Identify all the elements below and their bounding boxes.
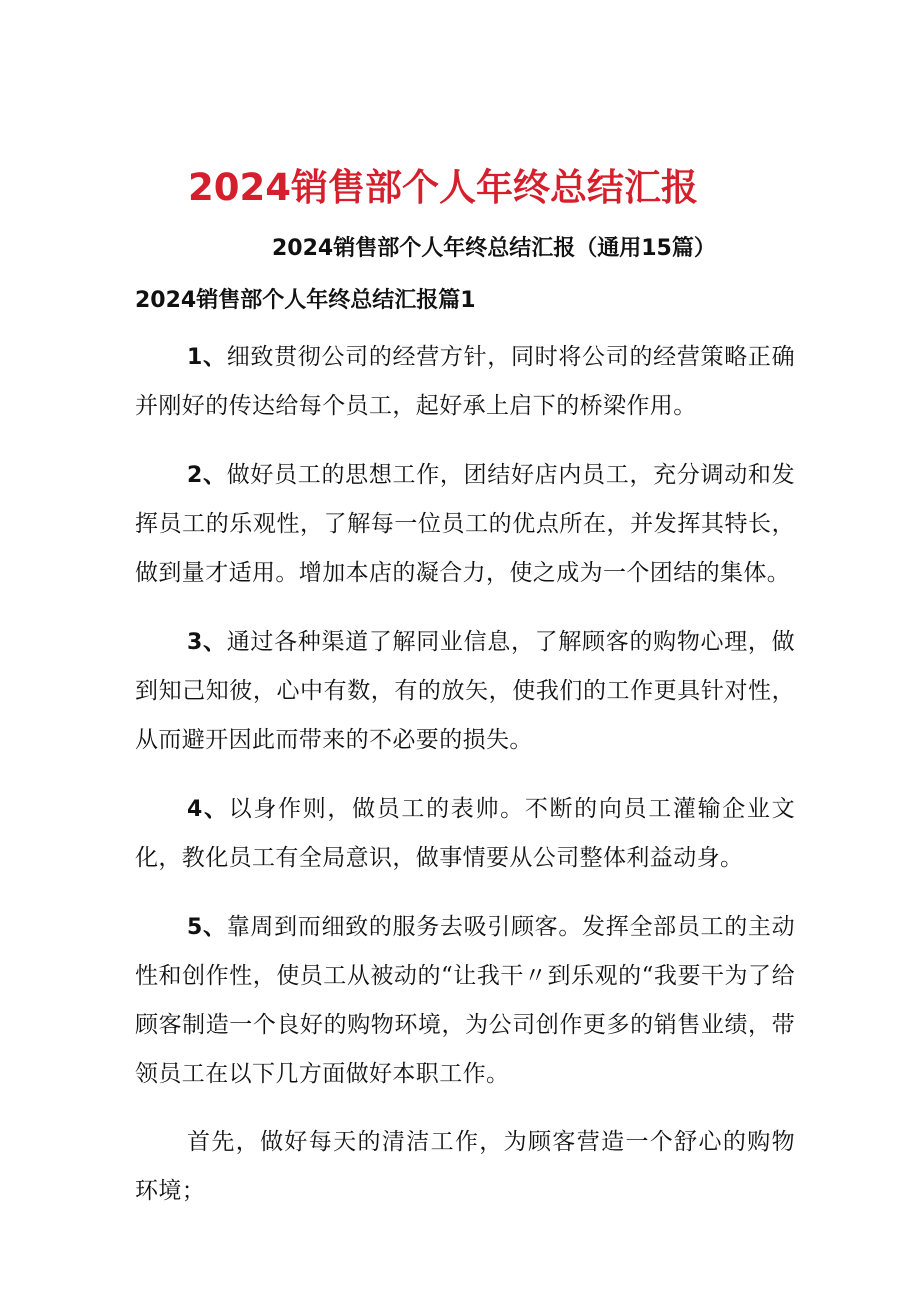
paragraph-text: 靠周到而细致的服务去吸引顾客。发挥全部员工的主动性和创作性，使员工从被动的“让我干〃到乐观的“我要干为了给顾客制造一个良好的购物环境，为公司创作更多的销售业绩，带领员工在以下几方面做好本职工作。 [135,914,795,1087]
numbered-paragraph-2 [135,450,795,598]
paragraph-number: 2 [187,463,203,488]
paragraph-text: 细致贯彻公司的经营方针，同时将公司的经营策略正确并刚好的传达给每个员工，起好承上启下的桥梁作用。 [135,344,795,419]
section-heading: 2024销售部个人年终总结汇报篇1 [135,288,476,313]
paragraph-text: 通过各种渠道了解同业信息，了解顾客的购物心理，做到知己知彼，心中有数，有的放矢，使我们的工作更具针对性，从而避开因此而带来的不必要的损失。 [135,629,795,753]
paragraph-number: 3 [187,630,203,655]
numbered-paragraph-1 [135,332,795,431]
paragraph-text: 以身作则，做员工的表帅。不断的向员工灌输企业文化，教化员工有全局意识，做事情要从公司整体利益动身。 [135,796,796,871]
closing-paragraph: 首先，做好每天的清洁工作，为顾客营造一个舒心的购物环境； [135,1129,795,1204]
numbered-paragraph-3 [135,617,795,765]
document-body [135,332,795,1235]
paragraph-number: 4 [187,797,203,822]
paragraph-separator: 、 [202,795,229,822]
paragraph-number: 1 [187,345,203,370]
document-title: 2024销售部个人年终总结汇报 [188,166,698,209]
paragraph-separator: 、 [202,343,227,370]
numbered-paragraph-4 [135,784,795,883]
paragraph-separator: 、 [202,628,227,655]
paragraph-text: 做好员工的思想工作，团结好店内员工，充分调动和发挥员工的乐观性，了解每一位员工的优点所在，并发挥其特长，做到量才适用。增加本店的凝合力，使之成为一个团结的集体。 [135,462,795,586]
paragraph-number: 5 [187,915,203,940]
numbered-paragraph-5 [135,902,795,1099]
document-subtitle: 2024销售部个人年终总结汇报（通用15篇） [272,236,716,261]
paragraph-separator: 、 [202,913,227,940]
paragraph-separator: 、 [202,461,227,488]
